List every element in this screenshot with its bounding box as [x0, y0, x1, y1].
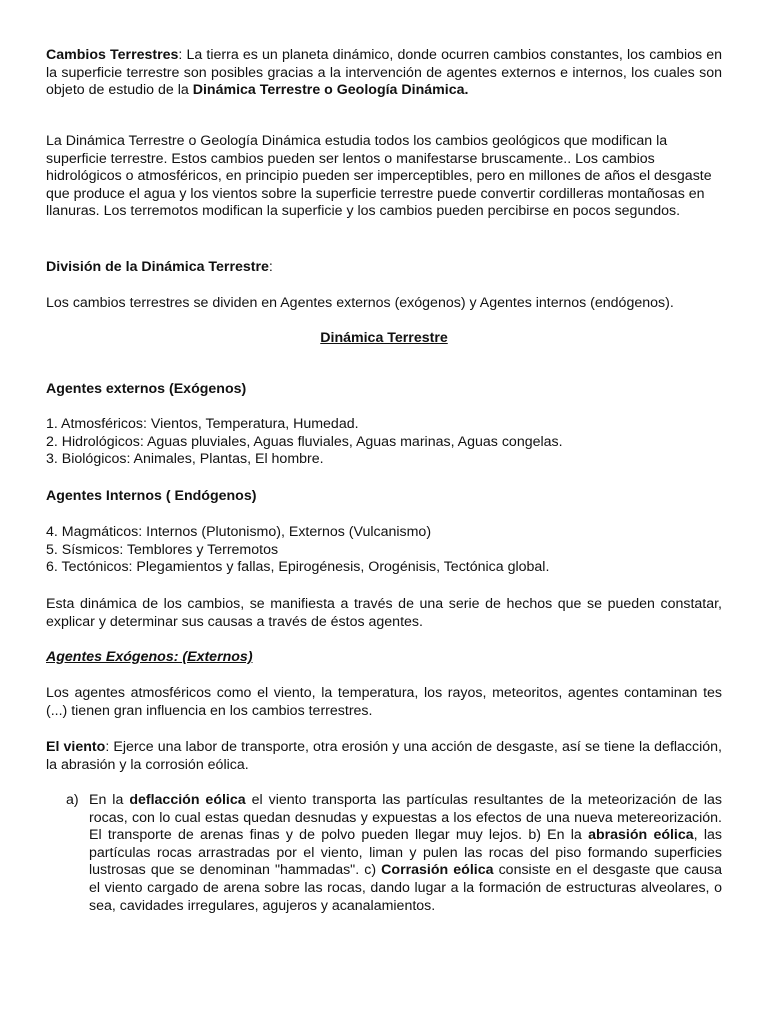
item-c-bold: Corrasión eólica: [381, 862, 494, 879]
externos-list: [46, 416, 722, 469]
item-a-bold: deflacción eólica: [129, 792, 246, 808]
internos-list: [46, 524, 722, 577]
internos-heading: Agentes Internos ( Endógenos): [46, 488, 257, 504]
list-item: 4. Magmáticos: Internos (Plutonismo), Externos (Vulcanismo): [46, 524, 432, 540]
list-item: 1. Atmosféricos: Vientos, Temperatura, Humedad.: [46, 416, 359, 432]
viento-list: [66, 792, 722, 915]
viento-text: : Ejerce una labor de transporte, otra erosión y una acción de desgaste, así se tiene la deflacción, la abrasión y la corrosión eólica.: [46, 739, 722, 773]
item-a-pre: En la: [89, 792, 130, 808]
intro-separator: :: [178, 47, 187, 63]
item-c-post: consiste en el desgaste que causa el viento cargado de arena sobre las rocas, dando lugar a la formación de estructuras alveolares, o sea, cavidades irregulares, agujeros y acanalamientos.: [89, 862, 722, 914]
intro-text: La tierra es un planeta dinámico, donde ocurren cambios constantes, los cambios en la superficie terrestre son posibles gracias a la intervención de agentes externos e internos, los cuales son objeto de estudio de la: [46, 47, 722, 99]
item-b-post: , las partículas rocas arrastradas por el viento, liman y pulen las rocas del piso formando superficies lustrosas que se denominan "hammadas".: [89, 827, 722, 879]
intro-term: Cambios Terrestres: [46, 47, 179, 63]
atmosfericos-paragraph: Los agentes atmosféricos como el viento, la temperatura, los rayos, meteoritos, agentes contaminan tes (...) tienen gran influencia en los cambios terrestres.: [46, 685, 722, 719]
item-a-post: el viento transporta las partículas resultantes de la meteorización de las rocas, con lo cual estas quedan desnudas y expuestas a los efectos de una nueva metereorización. El transporte de arenas finas y de polvo pueden llegar muy lejos.: [89, 792, 722, 844]
division-heading: División de la Dinámica Terrestre: [46, 259, 269, 275]
viento-list-body: [89, 792, 722, 915]
exogenos-title: Agentes Exógenos: (Externos): [46, 649, 253, 665]
center-title: Dinámica Terrestre: [320, 330, 448, 346]
intro-bold-end: Dinámica Terrestre o Geología Dinámica.: [192, 82, 469, 99]
list-marker: a): [66, 792, 79, 808]
item-b-bold: abrasión eólica: [588, 827, 694, 844]
item-b-pre: b) En la: [528, 827, 589, 844]
list-item: 2. Hidrológicos: Aguas pluviales, Aguas fluviales, Aguas marinas, Aguas congelas.: [46, 433, 563, 450]
hechos-paragraph: Esta dinámica de los cambios, se manifiesta a través de una serie de hechos que se pueden constatar, explicar y determinar sus causas a través de éstos agentes.: [46, 596, 722, 630]
list-item: 3. Biológicos: Animales, Plantas, El hombre.: [46, 451, 324, 468]
geology-paragraph: La Dinámica Terrestre o Geología Dinámica estudia todos los cambios geológicos que modifican la superficie terrestre. Estos cambios pueden ser lentos o manifestarse bruscamente.. Los cambios hidrológicos o atmosféricos, en principio pueden ser imperceptibles, pero en millones de años el desgaste que produce el agua y los vientos sobre la superficie terrestre puede convertir cordilleras montañosas en llanuras. Los terremotos modifican la superficie y los cambios pueden percibirse en pocos segundos.: [46, 133, 712, 220]
division-heading-line: [46, 259, 722, 277]
division-paragraph: Los cambios terrestres se dividen en Agentes externos (exógenos) y Agentes internos (endógenos).: [46, 295, 674, 311]
division-colon: :: [268, 259, 273, 275]
list-item: 6. Tectónicos: Plegamientos y fallas, Epirogénesis, Orogénisis, Tectónica global.: [46, 559, 550, 576]
externos-heading: Agentes externos (Exógenos): [46, 381, 247, 397]
list-item: 5. Sísmicos: Temblores y Terremotos: [46, 541, 279, 558]
viento-paragraph: [46, 739, 722, 774]
viento-term: El viento: [46, 739, 106, 755]
intro-paragraph: [46, 47, 722, 100]
item-c-pre: c): [364, 862, 382, 879]
